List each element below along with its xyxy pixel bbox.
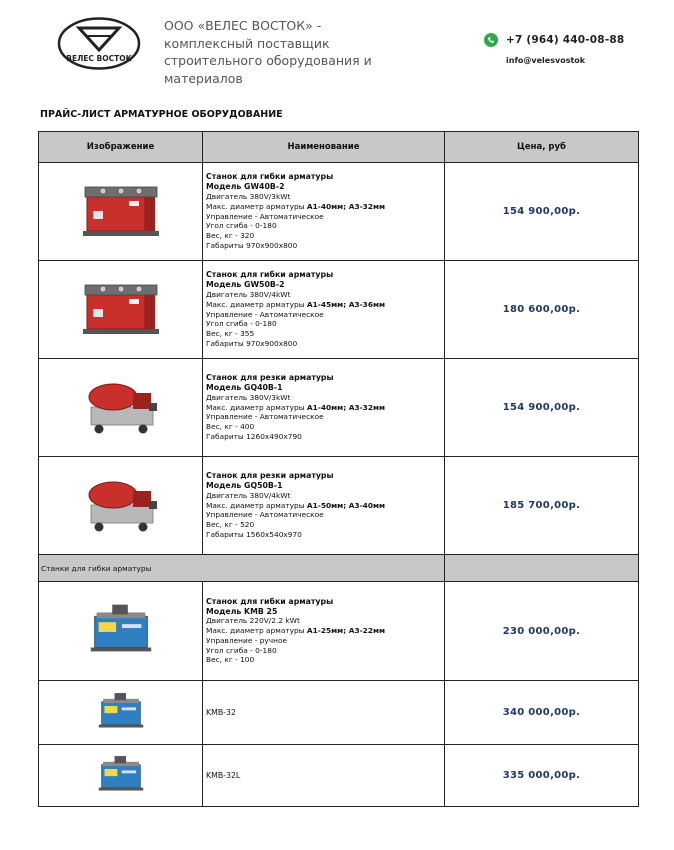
product-title: Станок для резки арматуры (206, 373, 334, 383)
product-title: Станок для гибки арматуры (206, 270, 334, 280)
company-line: ООО «ВЕЛЕС ВОСТОК» - (164, 18, 322, 33)
product-motor: Двигатель 220V/2.2 kWt (206, 616, 300, 626)
table-row (39, 163, 639, 261)
product-diameter-value: А1-40мм; А3-32мм (306, 402, 386, 412)
whatsapp-phone-icon (484, 33, 498, 47)
product-diameter-label: Макс. диаметр арматуры (206, 402, 307, 412)
product-angle: Угол сгиба - 0-180 (206, 319, 277, 329)
product-diameter-label: Макс. диаметр арматуры (206, 500, 307, 510)
company-line: материалов (164, 70, 243, 86)
product-image (39, 457, 203, 555)
product-price: 335 000,00р. (445, 745, 639, 807)
logo-emblem-icon (57, 16, 141, 71)
company-line: строительного оборудования и (164, 53, 372, 68)
section-empty-cell (445, 555, 639, 582)
product-model: Модель GQ50B-1 (206, 481, 283, 490)
product-angle: Угол сгиба - 0-180 (206, 221, 277, 231)
product-motor: Двигатель 380V/4kWt (206, 490, 291, 500)
table-row (39, 261, 639, 359)
product-image (39, 745, 203, 807)
company-line: комплексный поставщик (164, 35, 330, 51)
product-angle: Угол сгиба - 0-180 (206, 645, 277, 655)
product-diameter-value: А1-50мм; А3-40мм (306, 500, 386, 510)
product-image (39, 359, 203, 457)
product-motor: Двигатель 380V/3kWt (206, 191, 291, 201)
product-motor: Двигатель 380V/4kWt (206, 289, 291, 299)
product-dims: Габариты 970x900x800 (206, 338, 298, 348)
product-weight: Вес, кг - 100 (206, 655, 255, 665)
product-price: 180 600,00р. (445, 261, 639, 359)
product-control: Управление - ручное (206, 635, 288, 645)
red-cutting-machine-image (79, 475, 163, 533)
product-image (39, 163, 203, 261)
product-image (39, 261, 203, 359)
logo-text: ВЕЛЕС ВОСТОК (66, 54, 132, 63)
product-control: Управление - Автоматическое (206, 211, 324, 221)
header-image: Изображение (39, 132, 203, 163)
red-bending-machine-image (79, 181, 163, 239)
blue-kmb-machine-image (93, 752, 149, 796)
product-control: Управление - Автоматическое (206, 510, 324, 520)
product-title: Станок для гибки арматуры (206, 596, 334, 606)
price-table (38, 131, 639, 807)
red-cutting-machine-image (79, 377, 163, 435)
product-dims: Габариты 970x900x800 (206, 240, 298, 250)
email-address[interactable]: info@velesvostok (506, 56, 586, 65)
price-list-title: ПРАЙС-ЛИСТ АРМАТУРНОЕ ОБОРУДОВАНИЕ (40, 109, 283, 120)
section-label: Станки для гибки арматуры (39, 555, 445, 582)
product-name: KMB-32L (203, 745, 445, 807)
company-logo (57, 16, 141, 71)
product-title: Станок для гибки арматуры (206, 172, 334, 182)
blue-kmb-machine-image (83, 600, 159, 658)
table-row (39, 457, 639, 555)
company-description (164, 17, 409, 87)
product-diameter-value: А1-25мм; А3-22мм (306, 626, 386, 636)
product-price: 185 700,00р. (445, 457, 639, 555)
table-row (39, 359, 639, 457)
product-description (203, 582, 445, 681)
product-diameter-label: Макс. диаметр арматуры (206, 299, 307, 309)
product-control: Управление - Автоматическое (206, 309, 324, 319)
product-description (203, 457, 445, 555)
product-model: Модель GW50B-2 (206, 280, 285, 290)
product-dims: Габариты 1560x540x970 (206, 529, 302, 539)
table-header-row (39, 132, 639, 163)
product-description (203, 359, 445, 457)
product-weight: Вес, кг - 320 (206, 231, 255, 241)
blue-kmb-machine-image (93, 689, 149, 733)
product-price: 154 900,00р. (445, 359, 639, 457)
product-weight: Вес, кг - 400 (206, 422, 255, 432)
product-image (39, 582, 203, 681)
product-diameter-value: А1-40мм; А3-32мм (306, 201, 386, 211)
product-price: 340 000,00р. (445, 681, 639, 745)
product-dims: Габариты 1260x490x790 (206, 431, 302, 441)
red-bending-machine-image (79, 279, 163, 337)
product-image (39, 681, 203, 745)
product-price: 154 900,00р. (445, 163, 639, 261)
product-model: Модель KMB 25 (206, 606, 278, 616)
table-row (39, 582, 639, 681)
product-price: 230 000,00р. (445, 582, 639, 681)
product-name: KMB-32 (203, 681, 445, 745)
table-row (39, 745, 639, 807)
product-motor: Двигатель 380V/3kWt (206, 392, 291, 402)
product-weight: Вес, кг - 520 (206, 520, 255, 530)
product-model: Модель GQ40B-1 (206, 383, 283, 392)
product-model: Модель GW40B-2 (206, 182, 285, 192)
contacts-block (484, 33, 624, 65)
table-row (39, 681, 639, 745)
product-diameter-value: А1-45мм; А3-36мм (306, 299, 386, 309)
product-control: Управление - Автоматическое (206, 412, 324, 422)
product-title: Станок для резки арматуры (206, 471, 334, 481)
header-price: Цена, руб (445, 132, 639, 163)
header-name: Наименование (203, 132, 445, 163)
phone-number[interactable]: +7 (964) 440-08-88 (506, 34, 625, 46)
product-diameter-label: Макс. диаметр арматуры (206, 201, 307, 211)
product-description (203, 261, 445, 359)
section-row (39, 555, 639, 582)
product-description (203, 163, 445, 261)
product-diameter-label: Макс. диаметр арматуры (206, 626, 307, 636)
product-weight: Вес, кг - 355 (206, 329, 255, 339)
